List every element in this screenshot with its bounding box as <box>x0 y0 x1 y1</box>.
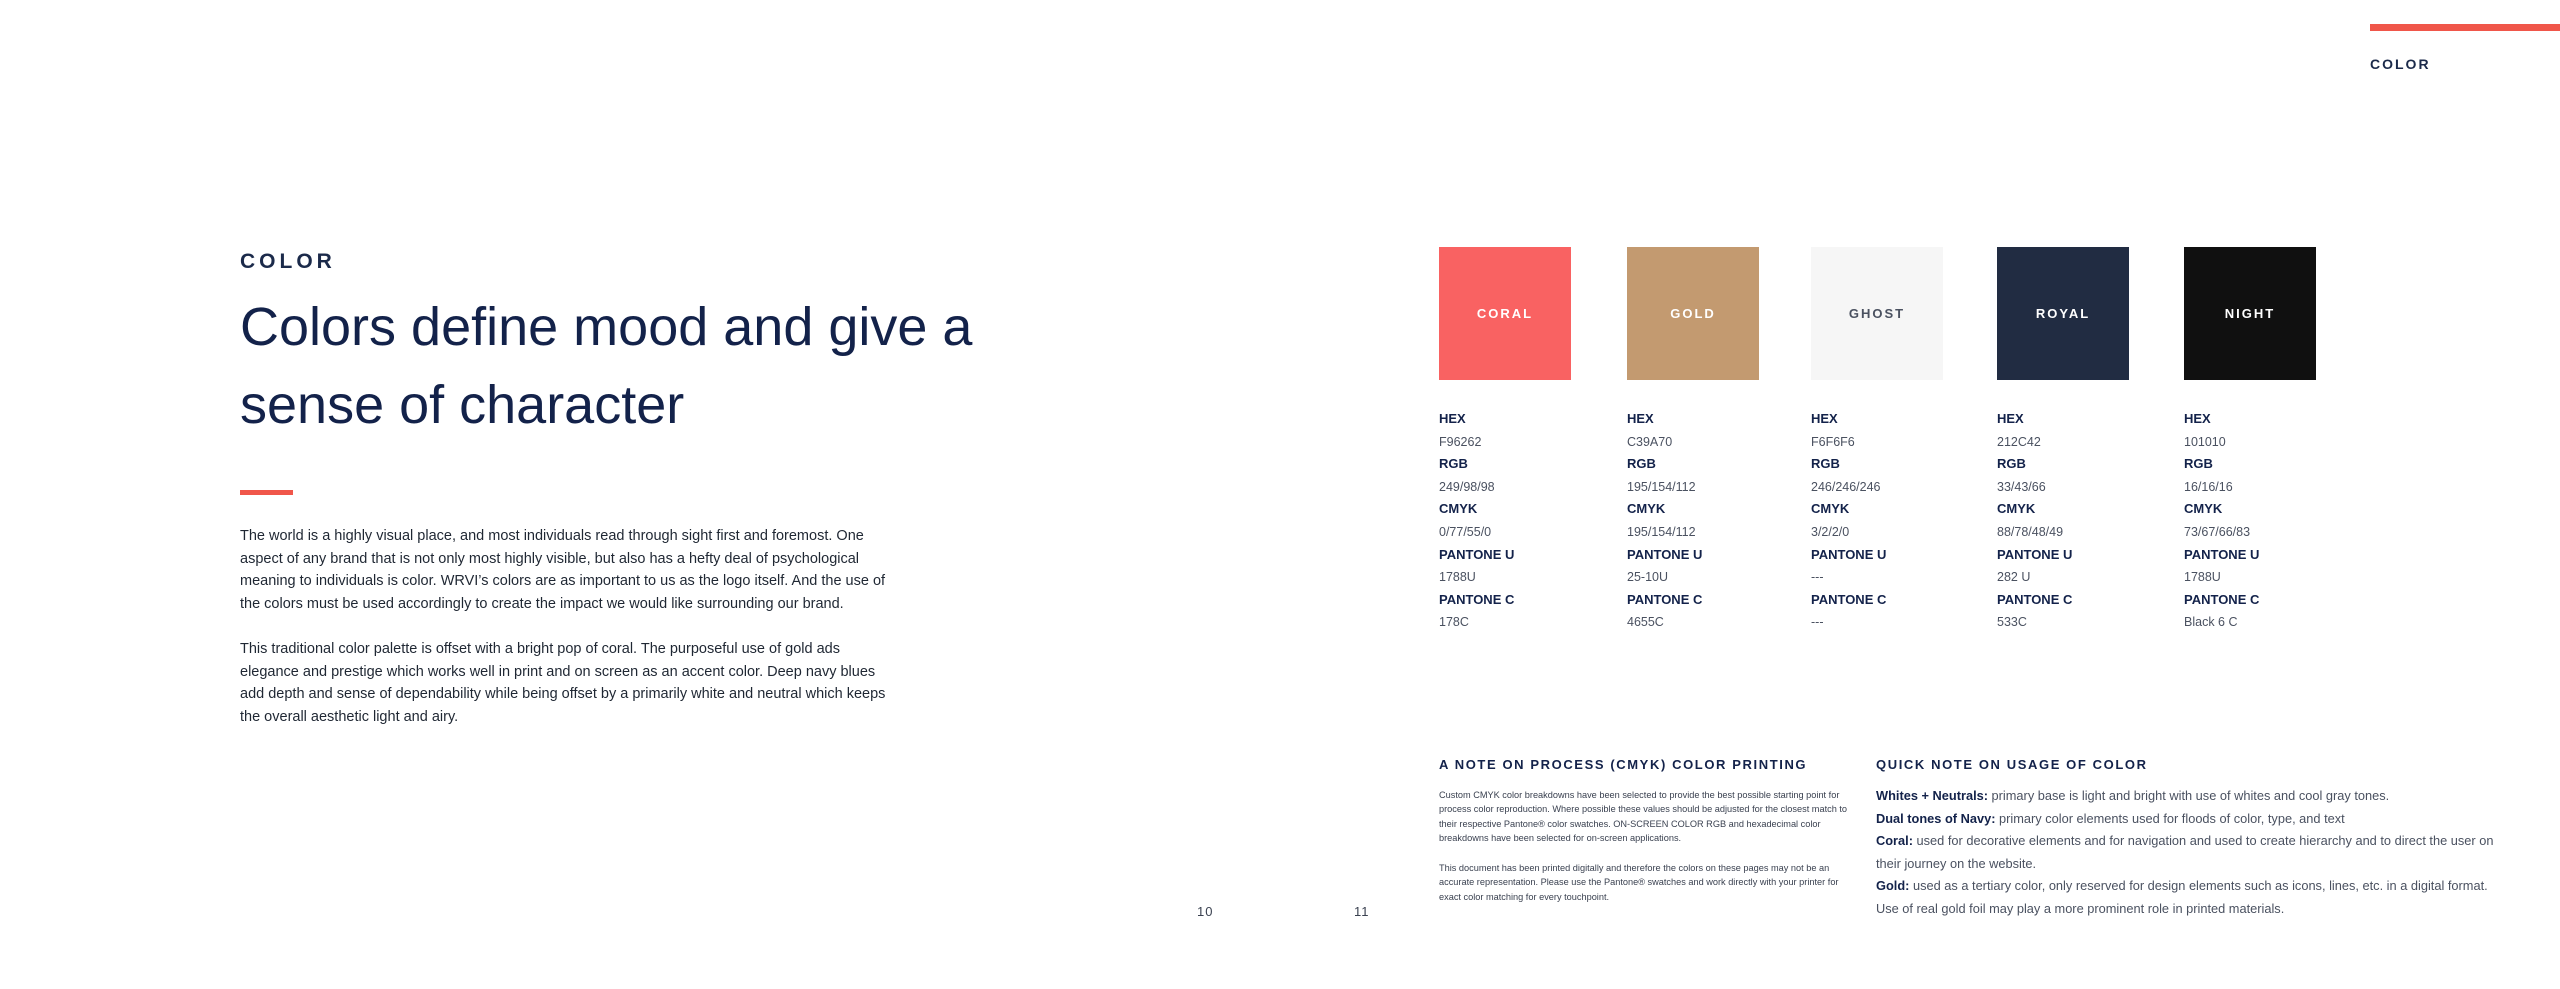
color-specs <box>1439 408 1589 634</box>
usage-item-label: Gold: <box>1876 878 1910 894</box>
swatch-ghost <box>1811 247 1961 634</box>
pantone-u-label: PANTONE U <box>1811 546 1887 562</box>
pantone-u-value: 282 U <box>1997 570 2031 585</box>
usage-item-text: primary base is light and bright with use of whites and cool gray tones. <box>1988 788 2390 803</box>
swatch-name: CORAL <box>1476 306 1534 321</box>
swatch-coral <box>1439 247 1589 634</box>
rgb-value: 249/98/98 <box>1439 479 1495 494</box>
usage-note-title: QUICK NOTE ON USAGE OF COLOR <box>1876 757 2148 772</box>
pantone-c-value: --- <box>1811 615 1824 630</box>
rgb-label: RGB <box>1439 456 1468 472</box>
usage-item-text: primary color elements used for floods of color, type, and text <box>1995 810 2345 826</box>
pantone-u-label: PANTONE U <box>1439 546 1515 562</box>
swatch-name: ROYAL <box>2035 306 2091 321</box>
palette-paragraph: This traditional color palette is offset with a bright pop of coral. The purposeful use of gold ads elegance and prestige which works well in print and on screen as an accent color. Deep navy blues add depth and sense of dependability while being offset by a primarily white and neutral which keeps the overall aesthetic light and airy. <box>240 641 886 725</box>
pantone-c-value: 4655C <box>1627 615 1664 630</box>
swatch-name: GOLD <box>1670 306 1716 321</box>
pantone-c-label: PANTONE C <box>1997 591 2073 607</box>
usage-item <box>1876 875 2506 920</box>
usage-note-list <box>1876 785 2506 921</box>
rgb-value: 195/154/112 <box>1627 479 1696 494</box>
pantone-c-label: PANTONE C <box>1439 591 1515 607</box>
swatch-royal <box>1997 247 2147 634</box>
page-number-right: 11 <box>1354 904 1370 919</box>
pantone-u-label: PANTONE U <box>1997 546 2073 562</box>
hex-label: HEX <box>2184 411 2211 426</box>
color-specs <box>2184 408 2334 634</box>
color-specs <box>1811 408 1961 634</box>
pantone-c-label: PANTONE C <box>2184 591 2260 607</box>
rgb-label: RGB <box>1811 456 1840 472</box>
rgb-label: RGB <box>1997 456 2026 472</box>
usage-item-text: used for decorative elements and for navigation and used to create hierarchy and to direct the user on their journey on the website. <box>1876 833 2494 871</box>
hex-value: 101010 <box>2184 434 2226 449</box>
color-swatch <box>1997 247 2129 380</box>
cmyk-label: CMYK <box>1997 501 2036 517</box>
pantone-c-value: 533C <box>1997 615 2027 630</box>
cmyk-note-title: A NOTE ON PROCESS (CMYK) COLOR PRINTING <box>1439 757 1808 772</box>
cmyk-value: 0/77/55/0 <box>1439 524 1492 539</box>
color-specs <box>1997 408 2147 634</box>
pantone-u-value: 1788U <box>2184 570 2221 585</box>
pantone-c-value: Black 6 C <box>2184 615 2238 630</box>
pantone-u-value: --- <box>1811 570 1824 585</box>
cmyk-label: CMYK <box>1627 501 1666 517</box>
usage-item-text: used as a tertiary color, only reserved for design elements such as icons, lines, etc. in a digital format. Use of real gold foil may play a more prominent role in printed materials. <box>1876 878 2488 916</box>
page-eyebrow: COLOR <box>240 250 336 273</box>
hex-label: HEX <box>1997 411 2024 426</box>
cmyk-value: 3/2/2/0 <box>1811 524 1850 539</box>
headline-divider <box>240 490 293 495</box>
cmyk-label: CMYK <box>1439 501 1478 517</box>
header-accent-bar <box>2370 24 2560 31</box>
swatch-name: GHOST <box>1848 306 1906 321</box>
color-specs <box>1627 408 1777 634</box>
usage-item-label: Dual tones of Navy: <box>1876 810 1996 826</box>
page-headline: Colors define mood and give a sense of character <box>240 297 973 435</box>
pantone-c-value: 178C <box>1439 615 1469 630</box>
hex-value: 212C42 <box>1997 434 2041 449</box>
cmyk-value: 88/78/48/49 <box>1997 524 2064 539</box>
swatch-gold <box>1627 247 1777 634</box>
rgb-value: 33/43/66 <box>1997 479 2046 494</box>
color-swatch <box>1811 247 1943 380</box>
cmyk-label: CMYK <box>2184 501 2223 517</box>
rgb-label: RGB <box>2184 456 2213 472</box>
usage-item <box>1876 785 2506 808</box>
hex-label: HEX <box>1627 411 1654 426</box>
hex-value: F6F6F6 <box>1811 434 1855 449</box>
pantone-u-label: PANTONE U <box>1627 546 1703 562</box>
pantone-u-value: 1788U <box>1439 570 1476 585</box>
usage-item-label: Coral: <box>1876 833 1913 849</box>
rgb-value: 246/246/246 <box>1811 479 1881 494</box>
hex-label: HEX <box>1439 411 1466 426</box>
rgb-label: RGB <box>1627 456 1656 472</box>
cmyk-value: 73/67/66/83 <box>2184 524 2251 539</box>
pantone-u-value: 25-10U <box>1627 570 1668 585</box>
swatch-night <box>2184 247 2334 634</box>
intro-paragraph: The world is a highly visual place, and most individuals read through sight first and foremost. One aspect of any brand that is not only most highly visible, but also has a hefty deal of psychological meaning to individuals is color. WRVI’s colors are as important to us as the logo itself. And the use of the colors must be used accordingly to create the impact we would like surrounding our brand. <box>240 528 886 612</box>
hex-value: C39A70 <box>1627 434 1673 449</box>
swatch-name: NIGHT <box>2224 306 2276 321</box>
cmyk-label: CMYK <box>1811 501 1850 517</box>
hex-label: HEX <box>1811 411 1838 426</box>
section-label: COLOR <box>2370 56 2431 72</box>
cmyk-note-paragraph: This document has been printed digitally and therefore the colors on these pages may not be an accurate representation. Please use the Pantone® swatches and work directly with your printer for exact color matching for every touchpoint. <box>1439 863 1839 902</box>
color-swatch <box>1439 247 1571 380</box>
cmyk-value: 195/154/112 <box>1627 524 1696 539</box>
cmyk-note-paragraph: Custom CMYK color breakdowns have been selected to provide the best possible starting point for process color reproduction. Where possible these values should be adjusted for the closest match to their respective Pantone® color swatches. ON-SCREEN COLOR RGB and hexadecimal color breakdowns have been selected for on-screen applications. <box>1439 790 1848 844</box>
color-swatch <box>2184 247 2316 380</box>
pantone-u-label: PANTONE U <box>2184 546 2260 562</box>
usage-item <box>1876 808 2506 831</box>
hex-value: F96262 <box>1439 434 1482 449</box>
usage-item <box>1876 830 2506 875</box>
rgb-value: 16/16/16 <box>2184 479 2233 494</box>
pantone-c-label: PANTONE C <box>1811 591 1887 607</box>
color-swatch <box>1627 247 1759 380</box>
usage-item-label: Whites + Neutrals: <box>1876 788 1988 803</box>
pantone-c-label: PANTONE C <box>1627 591 1703 607</box>
page-number-left: 10 <box>1197 904 1214 919</box>
